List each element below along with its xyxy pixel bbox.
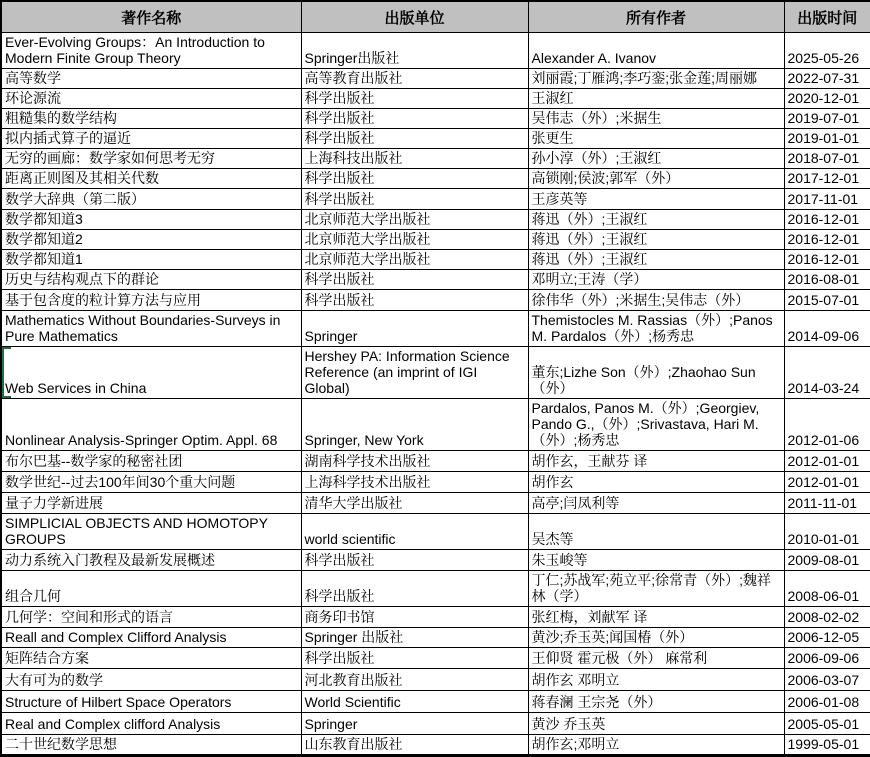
date-cell[interactable]: 2008-06-01 <box>784 571 870 607</box>
publisher-cell[interactable]: 北京师范大学出版社 <box>301 210 528 230</box>
table-row <box>1 270 870 290</box>
table-row <box>1 607 870 628</box>
book-title-cell[interactable]: 数学世纪--过去100年间30个重大问题 <box>1 472 301 493</box>
publisher-cell[interactable]: 北京师范大学出版社 <box>301 250 528 270</box>
publisher-cell[interactable]: 高等教育出版社 <box>301 69 528 89</box>
table-body <box>1 33 870 756</box>
authors-cell[interactable]: 胡作玄 <box>528 472 784 493</box>
publisher-cell[interactable]: Springer出版社 <box>301 33 528 69</box>
table-row <box>1 230 870 250</box>
date-cell[interactable]: 2025-05-26 <box>784 33 870 69</box>
publisher-cell[interactable]: 科学出版社 <box>301 290 528 311</box>
publisher-cell[interactable]: 科学出版社 <box>301 109 528 129</box>
table-row <box>1 493 870 514</box>
book-title-cell[interactable]: 高等数学 <box>1 69 301 89</box>
authors-cell[interactable]: 吴伟志（外）;米据生 <box>528 109 784 129</box>
date-cell[interactable]: 2014-03-24 <box>784 347 870 399</box>
date-cell[interactable]: 2012-01-01 <box>784 451 870 472</box>
date-cell[interactable]: 2016-08-01 <box>784 270 870 290</box>
date-cell[interactable]: 2012-01-01 <box>784 472 870 493</box>
authors-cell[interactable]: 黄沙 乔玉英 <box>528 713 784 735</box>
book-title-cell[interactable]: 量子力学新进展 <box>1 493 301 514</box>
book-title-cell[interactable]: 布尔巴基--数学家的秘密社团 <box>1 451 301 472</box>
publisher-cell[interactable]: 湖南科学技术出版社 <box>301 451 528 472</box>
column-header-date[interactable]: 出版时间 <box>784 1 870 33</box>
date-cell[interactable]: 2011-11-01 <box>784 493 870 514</box>
book-title-cell[interactable]: 历史与结构观点下的群论 <box>1 270 301 290</box>
column-header-publisher[interactable]: 出版单位 <box>301 1 528 33</box>
header-row <box>1 1 870 33</box>
authors-cell[interactable]: 朱玉峻等 <box>528 550 784 571</box>
authors-cell[interactable]: 张红梅，刘献军 译 <box>528 607 784 628</box>
publisher-cell[interactable]: 商务印书馆 <box>301 607 528 628</box>
publisher-cell[interactable]: 科学出版社 <box>301 129 528 149</box>
date-cell[interactable]: 2006-12-05 <box>784 628 870 648</box>
authors-cell[interactable]: 高锁刚;侯波;郭军（外） <box>528 169 784 189</box>
publisher-cell[interactable]: 科学出版社 <box>301 648 528 669</box>
publisher-cell[interactable]: 清华大学出版社 <box>301 493 528 514</box>
publisher-cell[interactable]: 上海科技出版社 <box>301 149 528 169</box>
authors-cell[interactable]: 刘丽霞;丁雁鸿;李巧銮;张金莲;周丽娜 <box>528 69 784 89</box>
date-cell[interactable]: 2006-03-07 <box>784 669 870 691</box>
book-title-cell[interactable]: 动力系统入门教程及最新发展概述 <box>1 550 301 571</box>
date-cell[interactable]: 2008-02-02 <box>784 607 870 628</box>
table-row <box>1 669 870 691</box>
table-row <box>1 550 870 571</box>
publisher-cell[interactable]: Springer <box>301 713 528 735</box>
selected-cell-border <box>1 347 11 399</box>
book-title-cell[interactable]: 数学都知道1 <box>1 250 301 270</box>
publisher-cell[interactable]: Springer, New York <box>301 399 528 451</box>
table-row <box>1 109 870 129</box>
publisher-cell[interactable]: 科学出版社 <box>301 550 528 571</box>
authors-cell[interactable]: 胡作玄，王献芬 译 <box>528 451 784 472</box>
table-row <box>1 713 870 735</box>
table-row <box>1 399 870 451</box>
authors-cell[interactable]: 高亭;闫凤利等 <box>528 493 784 514</box>
authors-cell[interactable]: 张更生 <box>528 129 784 149</box>
date-cell[interactable]: 2017-11-01 <box>784 189 870 210</box>
date-cell[interactable]: 2022-07-31 <box>784 69 870 89</box>
date-cell[interactable]: 2006-09-06 <box>784 648 870 669</box>
authors-cell[interactable]: Themistocles M. Rassias（外）;Panos M. Pardalos（外）;杨秀忠 <box>528 311 784 347</box>
date-cell[interactable]: 1999-05-01 <box>784 735 870 756</box>
table-row <box>1 290 870 311</box>
table-row <box>1 571 870 607</box>
book-title-cell[interactable]: Real and Complex clifford Analysis <box>1 713 301 735</box>
publisher-cell[interactable]: 北京师范大学出版社 <box>301 230 528 250</box>
table-row <box>1 451 870 472</box>
authors-cell[interactable]: 蒋迅（外）;王淑红 <box>528 250 784 270</box>
authors-cell[interactable]: 徐伟华（外）;米据生;吴伟志（外） <box>528 290 784 311</box>
authors-cell[interactable]: 王彦英等 <box>528 189 784 210</box>
book-title-cell[interactable]: 几何学：空间和形式的语言 <box>1 607 301 628</box>
authors-cell[interactable]: 王仰贤 霍元极（外） 麻常利 <box>528 648 784 669</box>
publisher-cell[interactable]: world scientific <box>301 514 528 550</box>
authors-cell[interactable]: 蒋迅（外）;王淑红 <box>528 210 784 230</box>
table-row <box>1 250 870 270</box>
table-row <box>1 189 870 210</box>
publisher-cell[interactable]: 上海科学技术出版社 <box>301 472 528 493</box>
publisher-cell[interactable]: 山东教育出版社 <box>301 735 528 756</box>
column-header-authors[interactable]: 所有作者 <box>528 1 784 33</box>
book-title-cell[interactable]: SIMPLICIAL OBJECTS AND HOMOTOPY GROUPS <box>1 514 301 550</box>
book-title-cell[interactable]: Web Services in China <box>1 347 301 399</box>
book-title-cell[interactable]: 粗糙集的数学结构 <box>1 109 301 129</box>
date-cell[interactable]: 2006-01-08 <box>784 691 870 713</box>
table-row <box>1 69 870 89</box>
authors-cell[interactable]: 孙小淳（外）;王淑红 <box>528 149 784 169</box>
book-title-cell[interactable]: 数学都知道3 <box>1 210 301 230</box>
table-row <box>1 169 870 189</box>
authors-cell[interactable]: 吴杰等 <box>528 514 784 550</box>
book-title-cell[interactable]: 环论源流 <box>1 89 301 109</box>
table-row <box>1 628 870 648</box>
publisher-cell[interactable]: 科学出版社 <box>301 169 528 189</box>
date-cell[interactable]: 2020-12-01 <box>784 89 870 109</box>
table-row <box>1 210 870 230</box>
date-cell[interactable]: 2017-12-01 <box>784 169 870 189</box>
book-title-cell[interactable]: 基于包含度的粒计算方法与应用 <box>1 290 301 311</box>
publisher-cell[interactable]: 科学出版社 <box>301 270 528 290</box>
authors-cell[interactable]: 王淑红 <box>528 89 784 109</box>
book-title-cell[interactable]: 拟内插式算子的逼近 <box>1 129 301 149</box>
publisher-cell[interactable]: World Scientific <box>301 691 528 713</box>
date-cell[interactable]: 2005-05-01 <box>784 713 870 735</box>
date-cell[interactable]: 2016-12-01 <box>784 230 870 250</box>
book-title-cell[interactable]: 大有可为的数学 <box>1 669 301 691</box>
date-cell[interactable]: 2019-07-01 <box>784 109 870 129</box>
book-title-cell[interactable]: 矩阵结合方案 <box>1 648 301 669</box>
book-title-cell[interactable]: 距离正则图及其相关代数 <box>1 169 301 189</box>
book-title-cell[interactable]: 二十世纪数学思想 <box>1 735 301 756</box>
table-row <box>1 347 870 399</box>
table-row <box>1 514 870 550</box>
table-row <box>1 648 870 669</box>
table-row <box>1 735 870 756</box>
publisher-cell[interactable]: 科学出版社 <box>301 571 528 607</box>
date-cell[interactable]: 2016-12-01 <box>784 210 870 230</box>
column-header-title[interactable]: 著作名称 <box>1 1 301 33</box>
authors-cell[interactable]: 蒋春澜 王宗尧（外） <box>528 691 784 713</box>
table-row <box>1 89 870 109</box>
publisher-cell[interactable]: Springer 出版社 <box>301 628 528 648</box>
authors-cell[interactable]: 董东;Lizhe Son（外）;Zhaohao Sun（外） <box>528 347 784 399</box>
table-row <box>1 33 870 69</box>
date-cell[interactable]: 2015-07-01 <box>784 290 870 311</box>
authors-cell[interactable]: 黄沙;乔玉英;闻国椿（外） <box>528 628 784 648</box>
publisher-cell[interactable]: 河北教育出版社 <box>301 669 528 691</box>
book-title-cell[interactable]: 数学都知道2 <box>1 230 301 250</box>
book-title-cell[interactable]: Reall and Complex Clifford Analysis <box>1 628 301 648</box>
table-row <box>1 149 870 169</box>
authors-cell[interactable]: Pardalos, Panos M.（外）;Georgiev, Pando G.,（外）;Srivastava, Hari M.（外）;杨秀忠 <box>528 399 784 451</box>
authors-cell[interactable]: 丁仁;苏战军;苑立平;徐常青（外）;魏祥林（学） <box>528 571 784 607</box>
book-title-cell[interactable]: Structure of Hilbert Space Operators <box>1 691 301 713</box>
date-cell[interactable]: 2010-01-01 <box>784 514 870 550</box>
authors-cell[interactable]: 胡作玄;邓明立 <box>528 735 784 756</box>
publisher-cell[interactable]: Hershey PA: Information Science Reference (an imprint of IGI Global) <box>301 347 528 399</box>
book-title-cell[interactable]: 组合几何 <box>1 571 301 607</box>
date-cell[interactable]: 2019-01-01 <box>784 129 870 149</box>
table-row <box>1 129 870 149</box>
date-cell[interactable]: 2009-08-01 <box>784 550 870 571</box>
date-cell[interactable]: 2016-12-01 <box>784 250 870 270</box>
publisher-cell[interactable]: 科学出版社 <box>301 189 528 210</box>
authors-cell[interactable]: Alexander A. Ivanov <box>528 33 784 69</box>
authors-cell[interactable]: 蒋迅（外）;王淑红 <box>528 230 784 250</box>
book-title-cell[interactable]: 数学大辞典（第二版） <box>1 189 301 210</box>
book-title-cell[interactable]: Ever-Evolving Groups：An Introduction to Modern Finite Group Theory <box>1 33 301 69</box>
book-title-cell[interactable]: Nonlinear Analysis-Springer Optim. Appl. 68 <box>1 399 301 451</box>
table-row <box>1 472 870 493</box>
authors-cell[interactable]: 胡作玄 邓明立 <box>528 669 784 691</box>
book-title-cell[interactable]: 无穷的画廊：数学家如何思考无穷 <box>1 149 301 169</box>
publisher-cell[interactable]: 科学出版社 <box>301 89 528 109</box>
table-row <box>1 311 870 347</box>
authors-cell[interactable]: 邓明立;王涛（学） <box>528 270 784 290</box>
publisher-cell[interactable]: Springer <box>301 311 528 347</box>
date-cell[interactable]: 2014-09-06 <box>784 311 870 347</box>
book-title-cell[interactable]: Mathematics Without Boundaries-Surveys in Pure Mathematics <box>1 311 301 347</box>
date-cell[interactable]: 2012-01-06 <box>784 399 870 451</box>
date-cell[interactable]: 2018-07-01 <box>784 149 870 169</box>
